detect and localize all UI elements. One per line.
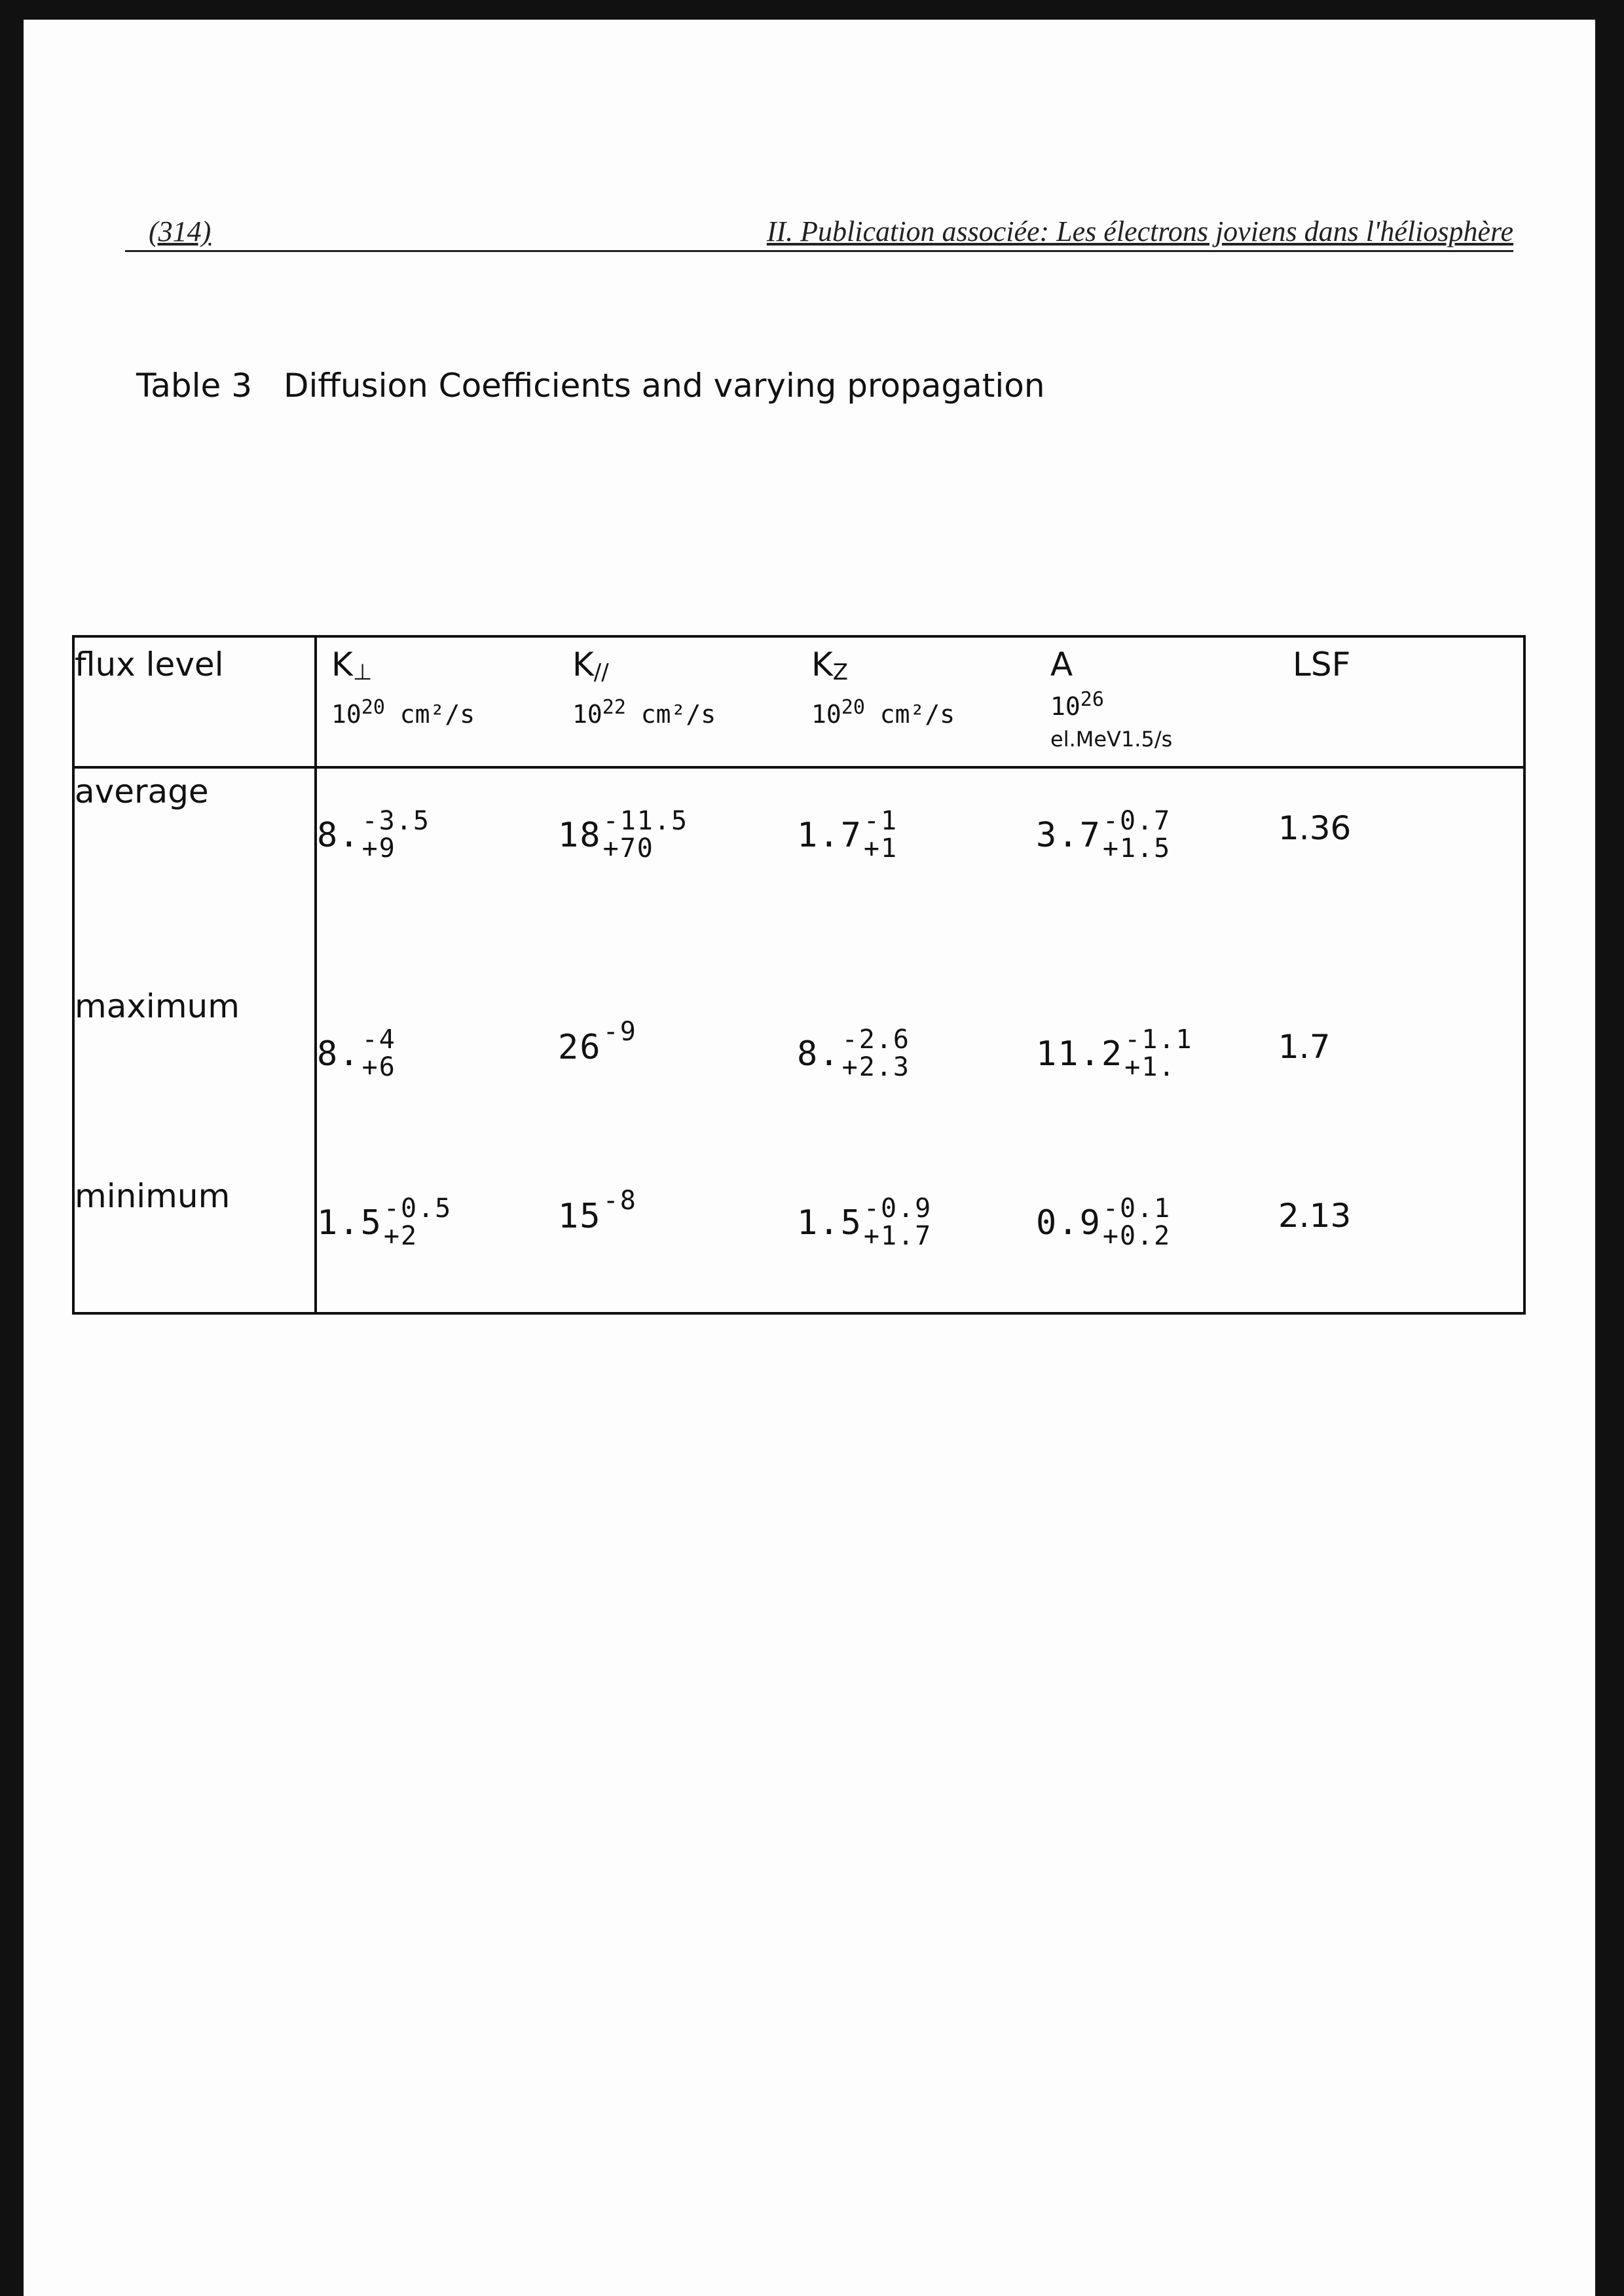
- lsf-cell: 2.13: [1278, 1197, 1352, 1235]
- header-k-z: $K_Z$ $10^{20}$ cm²/s: [797, 636, 1036, 767]
- table-row: [73, 987, 1524, 1177]
- lsf-cell: 1.7: [1278, 1028, 1331, 1066]
- row-label: average: [73, 767, 316, 987]
- table-row: [73, 767, 1524, 987]
- scanned-page: [24, 20, 1595, 2296]
- header-flux-level: flux level: [73, 636, 316, 767]
- value-cell: 1.5 -0.5 +2: [317, 1194, 452, 1251]
- diffusion-table: [72, 635, 1526, 1315]
- section-title: II. Publication associée: Les électrons joviens dans l'héliosphère: [766, 215, 1513, 247]
- value-cell: 1.5 -0.9 +1.7: [797, 1194, 932, 1251]
- value-cell: 11.2 -1.1 +1.: [1036, 1025, 1193, 1082]
- header-k-perp: $K_\perp$ $10^{20}$ cm²/s: [316, 636, 558, 767]
- header-a: A $10^{26}$ el.MeV1.5/s: [1036, 636, 1278, 767]
- page-number: (314): [149, 215, 212, 247]
- value-cell: 15 -8: [558, 1186, 637, 1236]
- value-cell: 8. -4 +6: [317, 1025, 396, 1082]
- table-caption: [136, 367, 1045, 405]
- table-row: [73, 1177, 1524, 1313]
- value-cell: 8. -2.6 +2.3: [797, 1025, 910, 1082]
- row-label: maximum: [73, 987, 316, 1177]
- table-number: Table 3: [136, 367, 253, 405]
- value-cell: 8. -3.5 +9: [317, 806, 430, 864]
- value-cell: 0.9 -0.1 +0.2: [1036, 1194, 1172, 1251]
- lsf-cell: 1.36: [1278, 809, 1352, 847]
- table-header-row: [73, 636, 1524, 767]
- header-k-parallel: $K_{//}$ $10^{22}$ cm²/s: [558, 636, 797, 767]
- row-label: minimum: [73, 1177, 316, 1313]
- running-head: [125, 213, 1513, 252]
- value-cell: 26 -9: [558, 1017, 637, 1067]
- table-title: Diffusion Coefficients and varying propagation: [284, 367, 1045, 405]
- value-cell: 1.7 -1 +1: [797, 806, 898, 864]
- value-cell: 3.7 -0.7 +1.5: [1036, 806, 1172, 864]
- value-cell: 18 -11.5 +70: [558, 806, 689, 864]
- header-lsf: LSF: [1278, 636, 1524, 767]
